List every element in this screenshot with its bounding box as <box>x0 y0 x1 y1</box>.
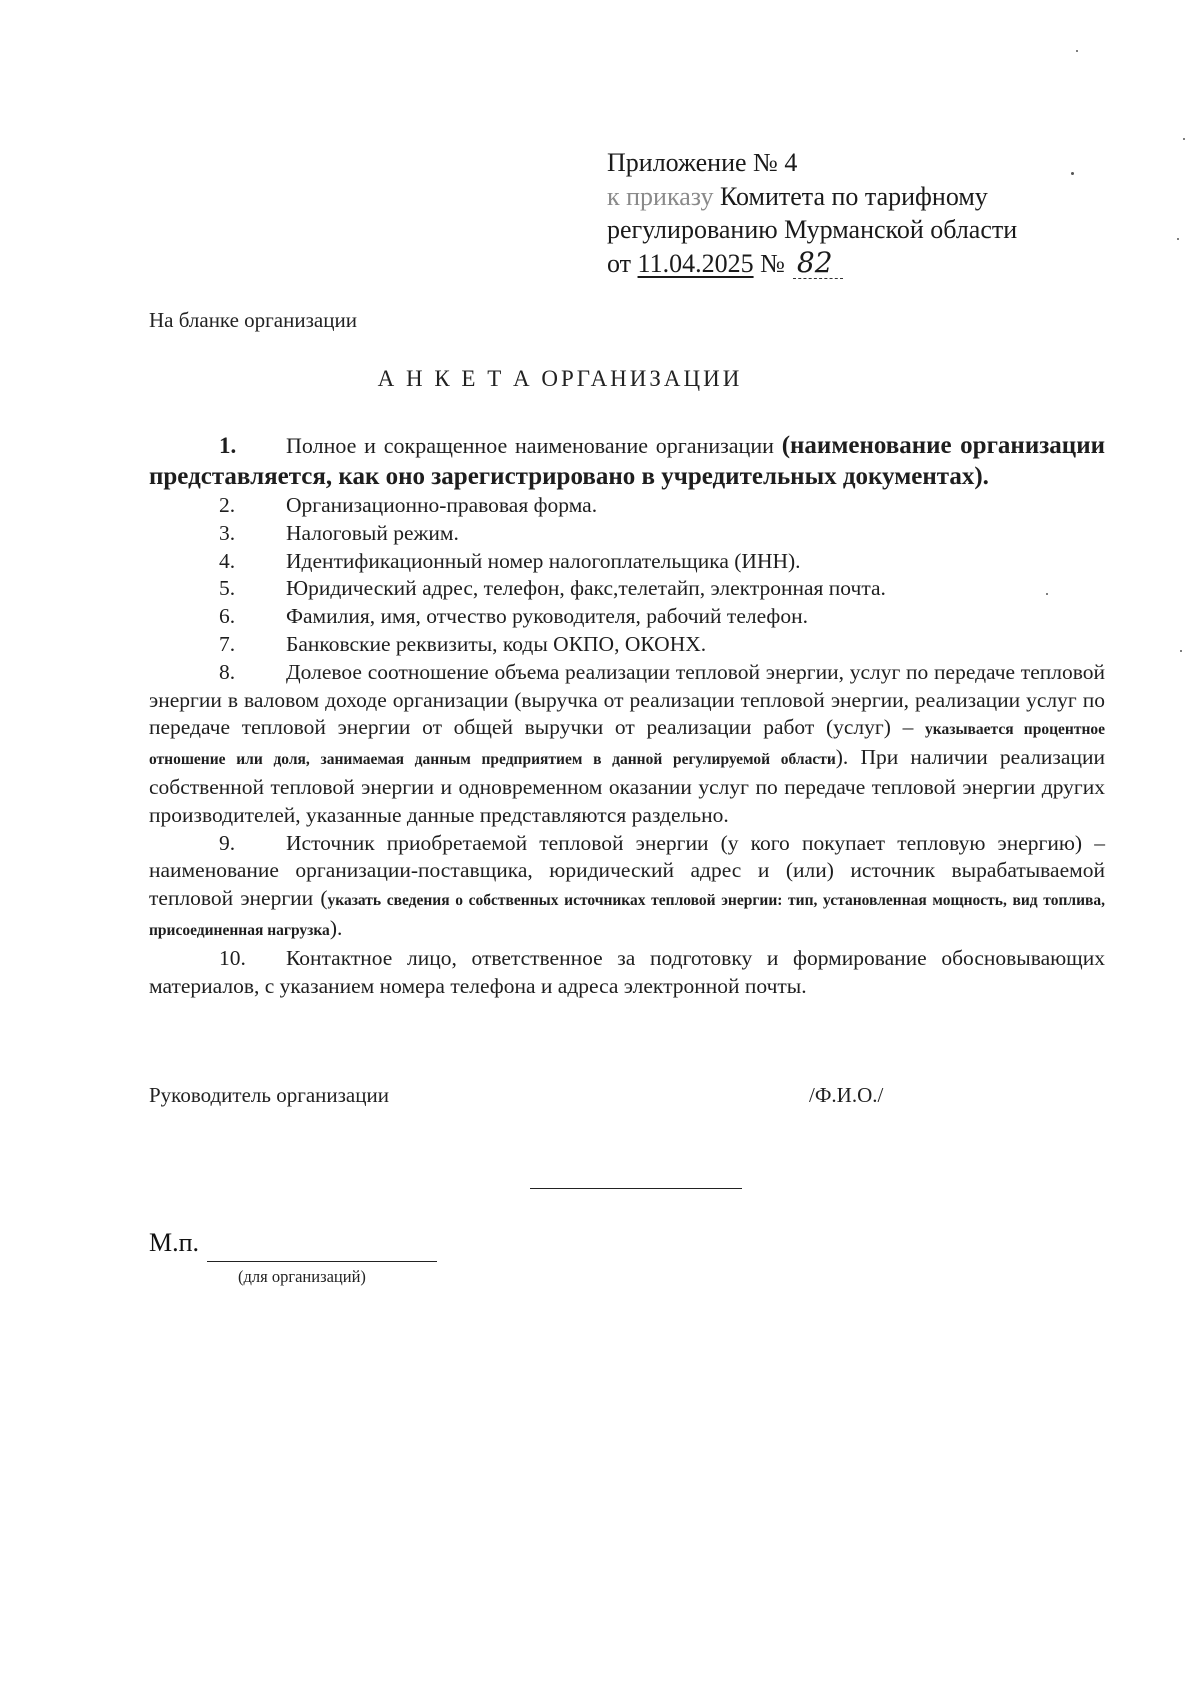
item-bold-text: указать сведения о собственных источниках тепловой энергии: тип, установленная мощность, вид топлива, присоединенная нагрузка <box>149 892 1106 939</box>
signature-label: Руководитель организации <box>149 1083 389 1107</box>
item-text: Фамилия, имя, отчество руководителя, рабочий телефон. <box>286 604 808 629</box>
list-item <box>149 631 1105 659</box>
appendix-number-sign: № <box>753 248 785 278</box>
appendix-line-2-prefix: к приказу <box>607 181 714 211</box>
questionnaire-list <box>149 430 1105 1000</box>
document-title: А Н К Е Т А ОРГАНИЗАЦИИ <box>377 366 743 391</box>
item-text: Источник приобретаемой тепловой энергии (у кого покупает тепловую энергию) –наименование организации-поставщика, юридический адрес и (или) источник вырабатываемой тепловой энергии ( <box>149 830 1105 911</box>
appendix-date-prefix: от <box>607 248 638 278</box>
scan-speck <box>1177 238 1179 240</box>
item-number: 9. <box>219 830 236 855</box>
scan-speck <box>1071 172 1074 175</box>
appendix-date-line <box>607 247 1087 281</box>
item-bold-text: (наименование организации представляется, как оно зарегистрировано в учредительных документах). <box>149 432 1105 490</box>
list-item <box>149 945 1105 1001</box>
item-bold-text: указывается процентное отношение или доля, занимаемая данным предприятием в данной регулируемой области <box>149 721 1106 769</box>
scan-speck <box>1180 650 1182 652</box>
list-item <box>149 430 1105 492</box>
item-text: Долевое соотношение объема реализации тепловой энергии, услуг по передаче тепловой энергии в валовом доходе организации (выручка от реализации тепловой энергии, реализации услуг по передаче тепловой энергии от общей выручки от реализации работ (услуг) – <box>149 659 1105 740</box>
item-text: Контактное лицо, ответственное за подготовку и формирование обосновывающих материалов, с указанием номера телефона и адреса электронной почты. <box>149 945 1105 998</box>
item-tail-text: ). При наличии реализации собственной тепловой энергии и одновременном оказании услуг по передаче тепловой энергии других производителей, указанные данные представляются раздельно. <box>149 745 1105 827</box>
list-item <box>149 575 1105 603</box>
stamp-note: (для организаций) <box>238 1267 366 1286</box>
appendix-line-1: Приложение № 4 <box>607 148 798 177</box>
scan-speck <box>1076 50 1078 52</box>
item-text: Полное и сокращенное наименование организации <box>286 433 782 458</box>
item-tail-text: ). <box>329 915 343 940</box>
list-item <box>149 659 1105 830</box>
item-number: 7. <box>219 631 236 656</box>
list-item <box>149 548 1105 576</box>
list-item <box>149 492 1105 520</box>
appendix-header <box>607 146 1087 280</box>
item-text: Юридический адрес, телефон, факс,телетайп, электронная почта. <box>286 576 886 601</box>
signature-line <box>530 1188 742 1189</box>
scan-speck <box>1046 593 1048 595</box>
list-item <box>149 520 1105 548</box>
appendix-line-2-rest: Комитета по тарифному <box>713 181 988 211</box>
signature-row <box>149 1083 909 1108</box>
item-text: Банковские реквизиты, коды ОКПО, ОКОНХ. <box>286 631 707 656</box>
letterhead-note: На бланке организации <box>149 308 357 332</box>
item-number: 4. <box>219 548 236 573</box>
item-text: Налоговый режим. <box>286 520 459 545</box>
stamp-label: М.п. <box>149 1228 200 1257</box>
item-number: 2. <box>219 493 236 517</box>
handwritten-order-number: 82 <box>793 248 843 279</box>
signature-fio: /Ф.И.О./ <box>809 1083 884 1107</box>
item-text: Идентификационный номер налогоплательщика (ИНН). <box>286 548 801 573</box>
item-number: 1. <box>219 433 237 458</box>
item-number: 10. <box>219 945 246 970</box>
item-number: 8. <box>219 659 236 684</box>
appendix-date: 11.04.2025 <box>637 248 754 278</box>
item-number: 6. <box>219 604 236 629</box>
appendix-line-3: регулированию Мурманской области <box>607 215 1018 244</box>
list-item <box>149 830 1105 945</box>
list-item <box>149 603 1105 631</box>
item-text: Организационно-правовая форма. <box>286 493 598 517</box>
appendix-line-2 <box>607 180 1087 214</box>
item-number: 3. <box>219 520 236 545</box>
stamp-line <box>207 1261 437 1262</box>
scan-speck <box>1183 138 1185 140</box>
item-number: 5. <box>219 576 236 601</box>
